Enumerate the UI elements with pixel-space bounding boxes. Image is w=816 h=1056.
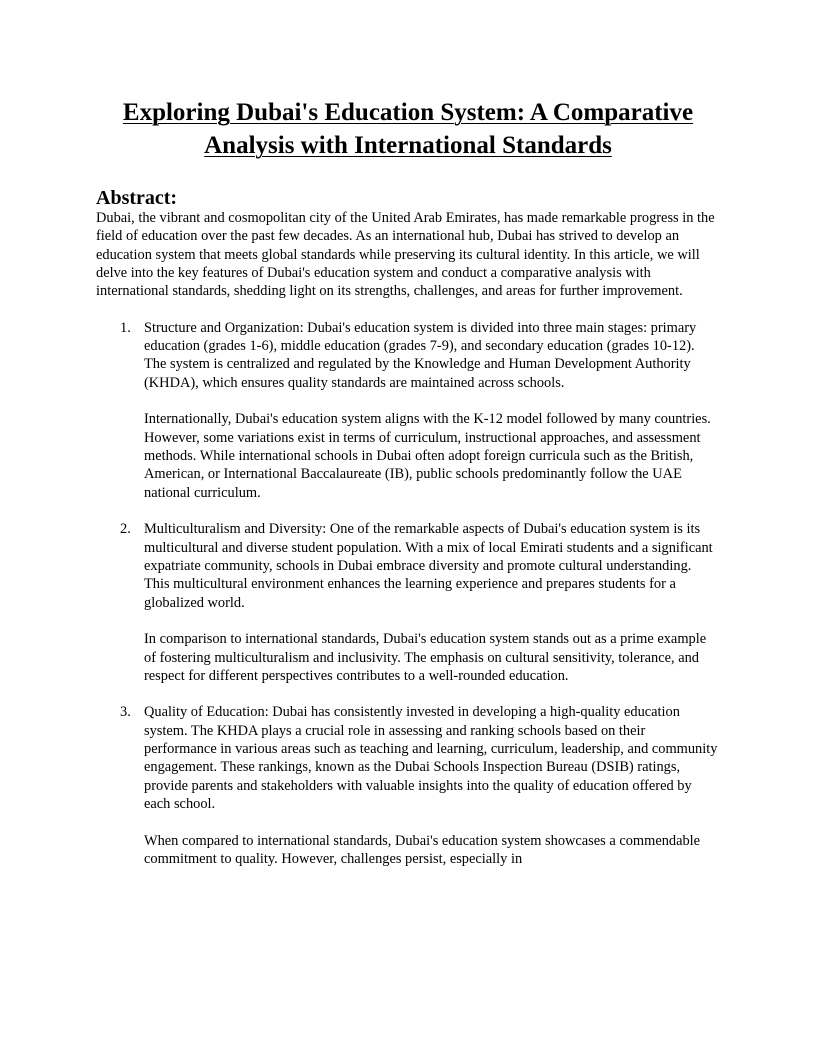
- section-paragraph: Internationally, Dubai's education system aligns with the K-12 model followed by many countries. However, some variations exist in terms of curriculum, instructional approaches, and assessment methods. While international schools in Dubai often adopt foreign curricula such as the British, American, or International Baccalaureate (IB), public schools predominantly follow the UAE national curriculum.: [144, 411, 711, 501]
- list-item-number: 2.: [120, 521, 131, 538]
- section-paragraph: Multiculturalism and Diversity: One of the remarkable aspects of Dubai's education system is its multicultural and diverse student population. With a mix of local Emirati students and a significant expatriate community, schools in Dubai embrace diversity and promote cultural understanding. This multicultural environment enhances the learning experience and prepares students for a globalized world.: [144, 521, 713, 611]
- list-item: [96, 319, 720, 502]
- document-page: [96, 96, 720, 886]
- list-item: [96, 520, 720, 685]
- section-paragraph: Quality of Education: Dubai has consistently invested in developing a high-quality education system. The KHDA plays a crucial role in assessing and ranking schools based on their performance in various areas such as teaching and learning, curriculum, leadership, and community engagement. These rankings, known as the Dubai Schools Inspection Bureau (DSIB) ratings, provide parents and stakeholders with valuable insights into the quality of education offered by each school.: [144, 704, 718, 812]
- section-paragraph: When compared to international standards, Dubai's education system showcases a commendable commitment to quality. However, challenges persist, especially in: [144, 832, 701, 867]
- list-item: [96, 703, 720, 868]
- section-paragraph: Structure and Organization: Dubai's education system is divided into three main stages: primary education (grades 1-6), middle education (grades 7-9), and secondary education (grades 10-12). The system is centralized and regulated by the Knowledge and Human Development Authority (KHDA), which ensures quality standards are maintained across schools.: [144, 319, 697, 391]
- title-line-1: Exploring Dubai's Education System: A Comparative: [122, 99, 694, 126]
- document-title: [96, 96, 720, 162]
- abstract-heading: Abstract:: [96, 187, 178, 209]
- section-paragraph: In comparison to international standards, Dubai's education system stands out as a prime example of fostering multiculturalism and inclusivity. The emphasis on cultural sensitivity, tolerance, and respect for different perspectives contributes to a well-rounded education.: [144, 631, 707, 684]
- abstract-text: Dubai, the vibrant and cosmopolitan city of the United Arab Emirates, has made remarkable progress in the field of education over the past few decades. As an international hub, Dubai has strived to develop an education system that meets global standards while preserving its cultural identity. In this article, we will delve into the key features of Dubai's education system and conduct a comparative analysis with international standards, shedding light on its strengths, challenges, and areas for further improvement.: [96, 210, 715, 300]
- section-list: [96, 319, 720, 869]
- list-item-number: 1.: [120, 319, 131, 336]
- title-line-2: Analysis with International Standards: [204, 132, 612, 159]
- list-item-number: 3.: [120, 704, 131, 721]
